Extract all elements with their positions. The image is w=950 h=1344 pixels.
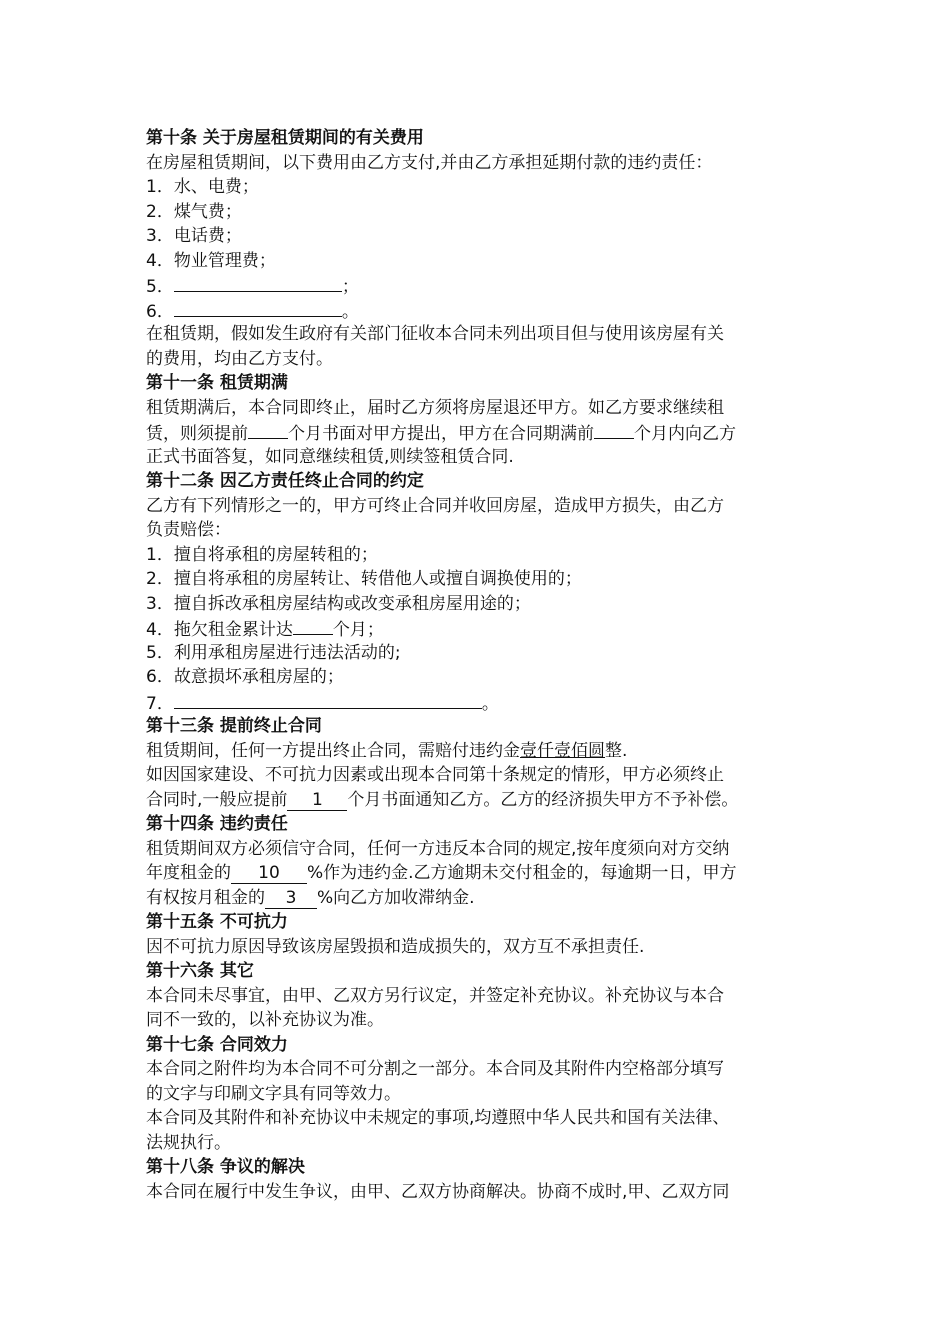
article-13-line-2: 如因国家建设、不可抗力因素或出现本合同第十条规定的情形，甲方必须终止	[146, 765, 724, 785]
article-11-line-2	[146, 420, 806, 445]
article-14-line-1: 租赁期间双方必须信守合同，任何一方违反本合同的规定,按年度须向对方交纳	[146, 838, 730, 859]
item-punct: ；	[341, 277, 359, 297]
blank-line	[293, 616, 333, 635]
article-17-line-1: 本合同之附件均为本合同不可分割之一部分。本合同及其附件内空格部分填写	[146, 1059, 724, 1079]
article-16-line-2: 同不一致的，以补充协议为准。	[146, 1010, 384, 1030]
article-12-item-4	[146, 616, 806, 641]
article-11-line-3: 正式书面答复，如同意继续租赁,则续签租赁合同.	[146, 446, 514, 467]
text-segment: 个月书面对甲方提出，甲方在合同期满前	[288, 424, 594, 444]
item-number: 5．	[146, 277, 174, 297]
item-number: 7．	[146, 693, 174, 714]
article-14-title: 第十四条 违约责任	[146, 814, 288, 834]
article-10-item-1: 1．水、电费；	[146, 177, 259, 197]
text-segment: 个月；	[332, 620, 384, 640]
text-segment: 租赁期间，任何一方提出终止合同，需赔付违约金	[146, 740, 520, 761]
text-segment: 有权按月租金的	[146, 887, 265, 908]
article-10-item-6	[146, 298, 806, 323]
article-14-line-2	[146, 861, 806, 886]
blank-line	[174, 690, 482, 709]
text-segment: %作为违约金.乙方逾期未交付租金的，每逾期一日，甲方	[307, 863, 737, 883]
article-16-title: 第十六条 其它	[146, 961, 254, 981]
article-12-line-1: 乙方有下列情形之一的，甲方可终止合同并收回房屋，造成甲方损失，由乙方	[146, 495, 724, 516]
article-10-item-3: 3．电话费；	[146, 226, 242, 246]
blank-line	[174, 298, 342, 317]
article-16-line-1: 本合同未尽事宜，由甲、乙双方另行议定，并签定补充协议。补充协议与本合	[146, 985, 724, 1006]
article-12-item-1: 1．擅自将承租的房屋转租的；	[146, 544, 378, 565]
article-13-line-3	[146, 788, 806, 813]
article-17-line-4: 法规执行。	[146, 1132, 231, 1153]
article-10-title: 第十条 关于房屋租赁期间的有关费用	[146, 128, 424, 148]
article-13-line-1	[146, 739, 806, 764]
article-12-item-2: 2．擅自将承租的房屋转让、转借他人或擅自调换使用的；	[146, 569, 582, 589]
article-17-line-2: 的文字与印刷文字具有同等效力。	[146, 1083, 401, 1104]
article-12-item-3: 3．擅自拆改承租房屋结构或改变承租房屋用途的；	[146, 593, 531, 614]
text-segment: %向乙方加收滞纳金.	[317, 887, 475, 908]
article-10-intro: 在房屋租赁期间，以下费用由乙方支付,并由乙方承担延期付款的违约责任：	[146, 152, 713, 173]
article-17-title: 第十七条 合同效力	[146, 1034, 288, 1055]
penalty-amount: 壹仟壹佰圆	[520, 740, 605, 761]
item-punct: 。	[341, 301, 359, 322]
article-18-title: 第十八条 争议的解决	[146, 1157, 305, 1177]
article-12-line-2: 负责赔偿：	[146, 520, 231, 540]
article-12-item-7	[146, 690, 806, 715]
article-17-line-3: 本合同及其附件和补充协议中未规定的事项,均遵照中华人民共和国有关法律、	[146, 1108, 730, 1128]
contract-page	[146, 126, 806, 1204]
article-12-item-5: 5．利用承租房屋进行违法活动的;	[146, 642, 401, 663]
text-segment: 个月内向乙方	[634, 424, 736, 444]
late-fee-percent-value: 3	[265, 889, 317, 909]
blank-line	[174, 273, 342, 292]
article-10-item-5	[146, 273, 806, 298]
article-10-tail-1: 在租赁期，假如发生政府有关部门征收本合同未列出项目但与使用该房屋有关	[146, 324, 724, 344]
article-11-title: 第十一条 租赁期满	[146, 373, 288, 393]
text-segment: 年度租金的	[146, 863, 231, 883]
article-13-title: 第十三条 提前终止合同	[146, 716, 322, 736]
blank-line	[594, 420, 634, 439]
article-10-item-4: 4．物业管理费；	[146, 250, 276, 271]
article-10-item-2: 2．煤气费；	[146, 201, 242, 222]
article-11-line-1: 租赁期满后，本合同即终止，届时乙方须将房屋退还甲方。如乙方要求继续租	[146, 397, 724, 418]
text-segment: 4．拖欠租金累计达	[146, 620, 293, 640]
penalty-percent-value: 10	[231, 864, 307, 884]
item-number: 6．	[146, 301, 174, 322]
text-segment: 赁，则须提前	[146, 424, 248, 444]
text-segment: 整.	[605, 740, 628, 761]
article-18-line-1: 本合同在履行中发生争议，由甲、乙双方协商解决。协商不成时,甲、乙双方同	[146, 1181, 730, 1202]
text-segment: 个月书面通知乙方。乙方的经济损失甲方不予补偿。	[347, 789, 739, 810]
article-10-tail-2: 的费用，均由乙方支付。	[146, 348, 333, 369]
notice-months-value: 1	[287, 791, 347, 811]
text-segment: 合同时,一般应提前	[146, 789, 288, 810]
article-12-item-6: 6．故意损坏承租房屋的；	[146, 667, 344, 687]
blank-line	[248, 420, 288, 439]
article-14-line-3	[146, 886, 806, 911]
item-punct: 。	[481, 693, 499, 714]
article-15-title: 第十五条 不可抗力	[146, 912, 288, 932]
article-15-line-1: 因不可抗力原因导致该房屋毁损和造成损失的，双方互不承担责任.	[146, 936, 645, 957]
article-12-title: 第十二条 因乙方责任终止合同的约定	[146, 471, 424, 491]
